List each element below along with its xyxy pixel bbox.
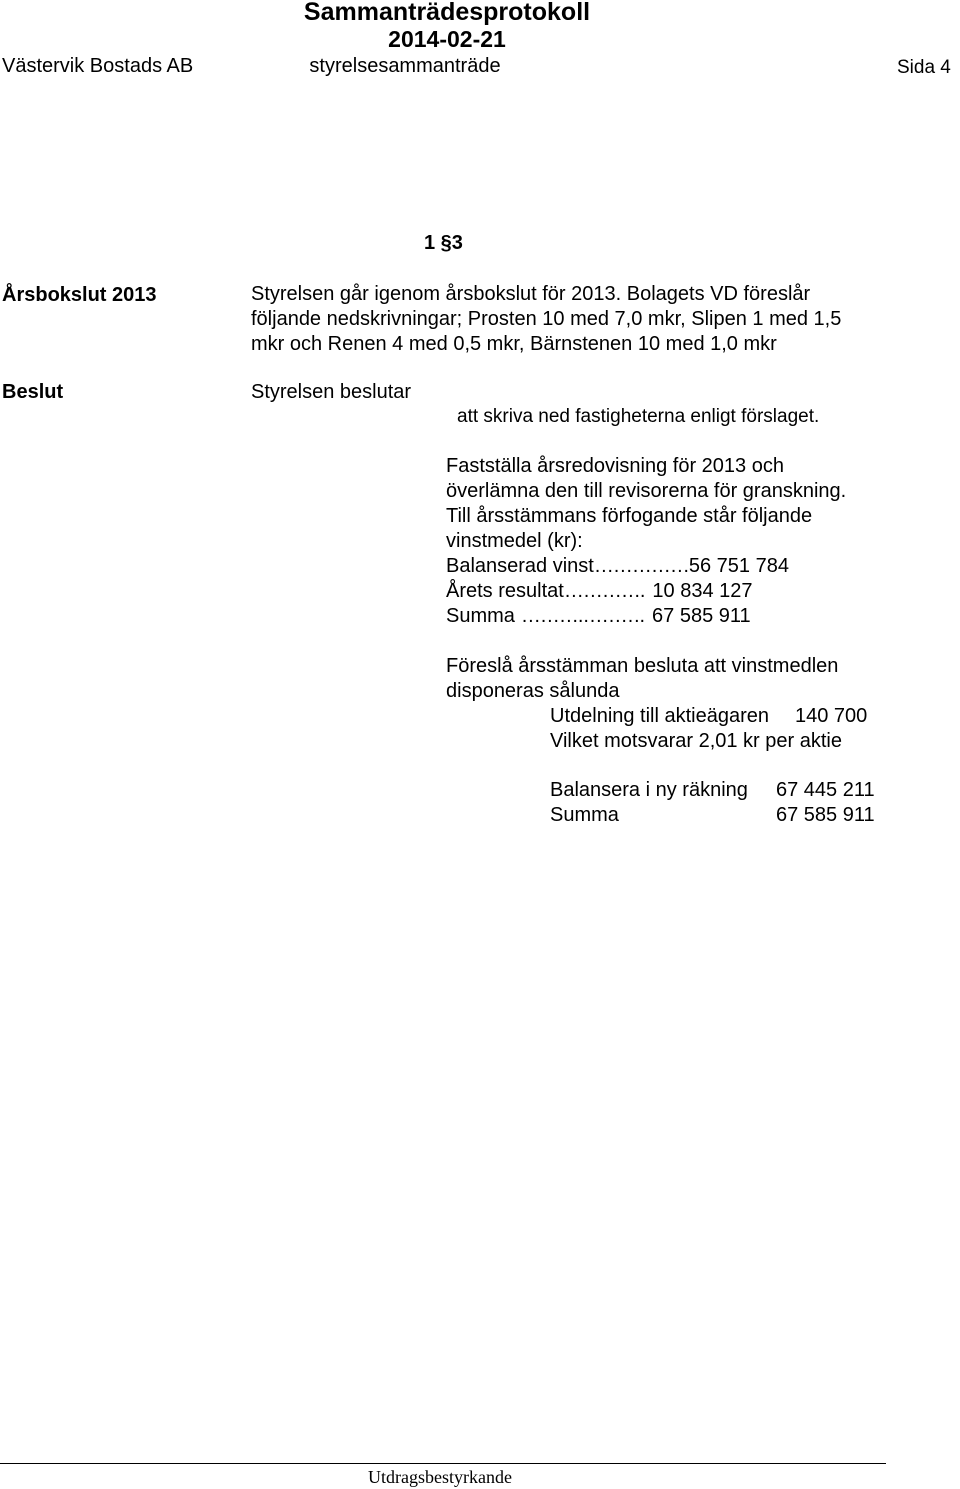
carry-forward-value: 67 445 211 [776, 779, 875, 801]
fund-row [446, 555, 789, 578]
carry-forward-label: Balansera i ny räkning [550, 779, 748, 801]
dividend-value: 140 700 [795, 705, 868, 727]
decision-text-line: Fastställa årsredovisning för 2013 och [446, 455, 784, 477]
fund-label: Summa [446, 605, 515, 627]
decision-label: Beslut [2, 381, 64, 403]
meeting-date: 2014-02-21 [388, 26, 506, 52]
fund-value: 67 585 911 [652, 605, 751, 627]
fund-value: 10 834 127 [652, 580, 753, 602]
per-share-text: Vilket motsvarar 2,01 kr per aktie [550, 730, 842, 752]
total-value: 67 585 911 [776, 804, 875, 826]
fund-row [446, 580, 753, 603]
fund-value: 56 751 784 [688, 555, 789, 577]
meeting-type: styrelsesammanträde [309, 55, 501, 77]
decision-text-line: vinstmedel (kr): [446, 530, 583, 552]
decision-text-line: Till årsstämmans förfogande står följande [446, 505, 813, 527]
fund-leader: …………… [593, 555, 689, 577]
document-title: Sammanträdesprotokoll [303, 0, 591, 26]
decision-lead: Styrelsen beslutar [251, 381, 412, 403]
fund-label: Balanserad vinst [446, 555, 594, 577]
dividend-label: Utdelning till aktieägaren [550, 705, 770, 727]
total-label: Summa [550, 804, 619, 826]
fund-leader: ……….………. [520, 605, 645, 627]
decision-text-line: överlämna den till revisorerna för granskning. [446, 480, 847, 502]
paragraph-number: 1 §3 [424, 232, 463, 254]
proposal-line: disponeras sålunda [446, 680, 620, 702]
footer-rule [0, 1463, 886, 1464]
fund-label: Årets resultat [446, 580, 564, 602]
footer-text: Utdragsbestyrkande [368, 1467, 512, 1487]
decision-point-1: att skriva ned fastigheterna enligt förslaget. [457, 406, 820, 427]
fund-leader: …………. [563, 580, 645, 602]
proposal-line: Föreslå årsstämman besluta att vinstmedlen [446, 655, 839, 677]
intro-line: följande nedskrivningar; Prosten 10 med 7,0 mkr, Slipen 1 med 1,5 [251, 308, 842, 330]
fund-row [446, 605, 751, 628]
intro-line: Styrelsen går igenom årsbokslut för 2013. Bolagets VD föreslår [251, 283, 811, 305]
company-name: Västervik Bostads AB [2, 55, 194, 77]
section-heading: Årsbokslut 2013 [2, 284, 157, 306]
page-number: Sida 4 [897, 57, 951, 78]
intro-line: mkr och Renen 4 med 0,5 mkr, Bärnstenen 10 med 1,0 mkr [251, 333, 777, 355]
